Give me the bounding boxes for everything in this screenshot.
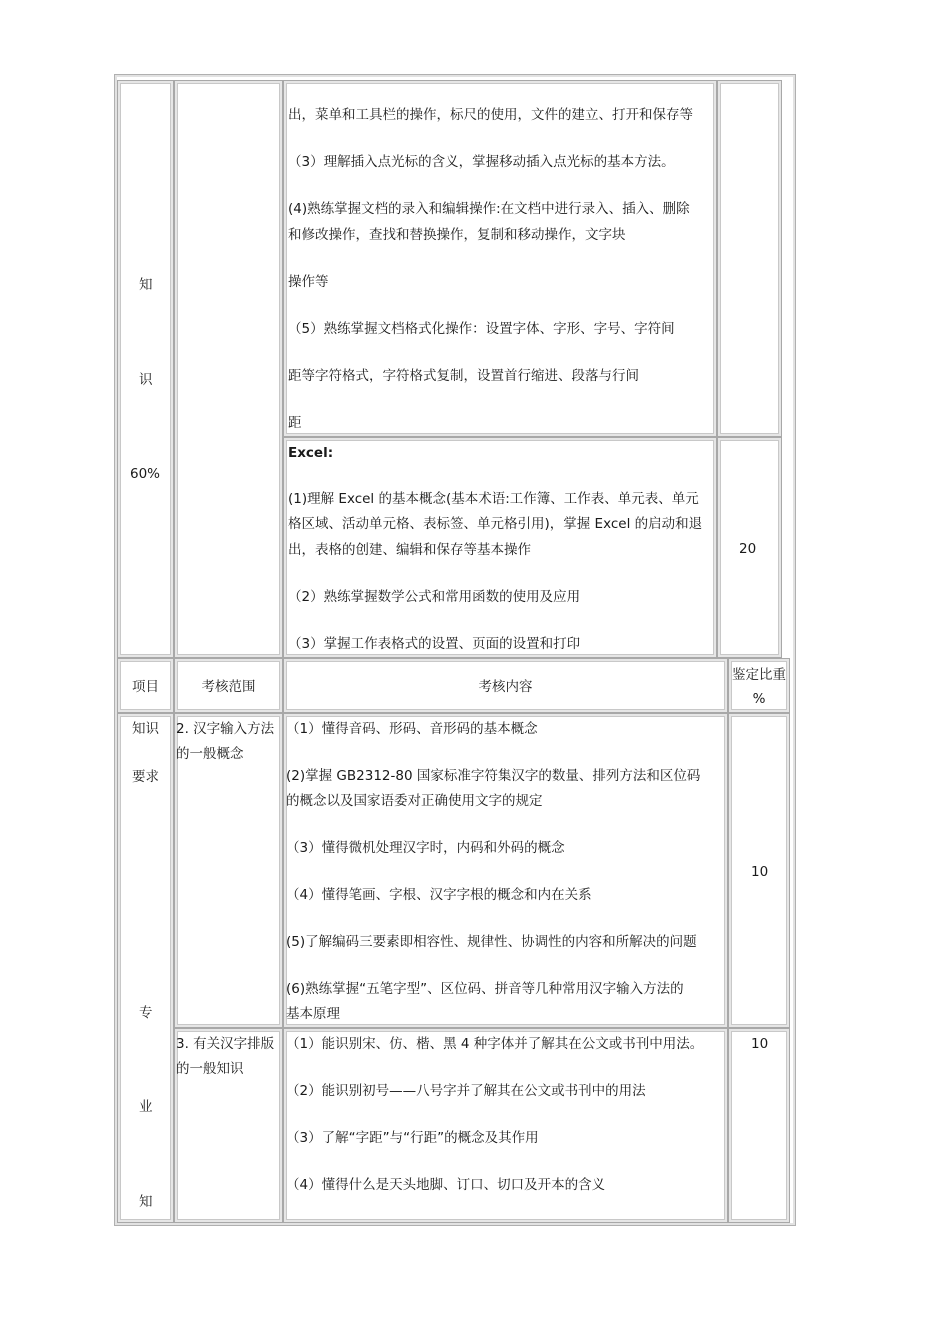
row2-content-line: （2）能识别初号——八号字并了解其在公文或书刊中的用法 — [286, 1083, 646, 1099]
header-weight-line1: 鉴定比重 — [732, 667, 786, 683]
excel-line: 出，表格的创建、编辑和保存等基本操作 — [288, 542, 531, 558]
row2-scope-line: 的一般知识 — [176, 1061, 244, 1077]
excel-line: （2）熟练掌握数学公式和常用函数的使用及应用 — [288, 589, 581, 605]
row1-content-line: （4）懂得笔画、字根、汉字字根的概念和内在关系 — [286, 887, 592, 903]
header-scope: 考核范围 — [201, 679, 256, 695]
row1-content-line: (6)熟练掌握“五笔字型”、区位码、拼音等几种常用汉字输入方法的 — [286, 981, 684, 997]
row1-content-line: 基本原理 — [286, 1006, 340, 1022]
word-line: 距等字符格式，字符格式复制，设置首行缩进、段落与行间 — [288, 368, 639, 384]
row1-content-line: 的概念以及国家语委对正确使用文字的规定 — [286, 793, 543, 809]
row2-content-line: （3）了解“字距”与“行距”的概念及其作用 — [286, 1130, 539, 1146]
excel-line: 格区域、活动单元格、表标签、单元格引用)，掌握 Excel 的启动和退 — [288, 516, 703, 532]
row1-content-line: (2)掌握 GB2312-80 国家标准字符集汉字的数量、排列方法和区位码 — [286, 768, 701, 784]
row1-content-line: (5)了解编码三要素即相容性、规律性、协调性的内容和所解决的问题 — [286, 934, 697, 950]
top-left-label-3: 60% — [130, 466, 161, 482]
section-left-label: 要求 — [132, 769, 159, 785]
excel-title: Excel: — [288, 445, 334, 461]
word-line: 和修改操作，查找和替换操作，复制和移动操作，文字块 — [288, 227, 626, 243]
top-scope-cell — [174, 80, 283, 658]
top-left-label-2: 识 — [139, 372, 153, 388]
excel-line: (1)理解 Excel 的基本概念(基本术语:工作簿、工作表、单元表、单元 — [288, 491, 699, 507]
top-left-label-1: 知 — [139, 277, 153, 293]
row2-content-line: （4）懂得什么是天头地脚、订口、切口及开本的含义 — [286, 1177, 606, 1193]
header-content: 考核内容 — [478, 679, 533, 695]
word-line: (4)熟练掌握文档的录入和编辑操作:在文档中进行录入、插入、删除 — [288, 201, 690, 217]
row1-content-line: （1）懂得音码、形码、音形码的基本概念 — [286, 721, 538, 737]
section-left-label: 知 — [139, 1194, 153, 1210]
row1-scope-line: 的一般概念 — [176, 746, 244, 762]
header-weight-line2: % — [752, 691, 766, 707]
section-left-label: 业 — [139, 1099, 153, 1115]
word-line: 操作等 — [288, 274, 329, 290]
row1-weight: 10 — [751, 864, 769, 880]
word-line: （5）熟练掌握文档格式化操作：设置字体、字形、字号、字符间 — [288, 321, 675, 337]
row2-scope-line: 3. 有关汉字排版 — [176, 1036, 275, 1052]
header-project: 项目 — [132, 679, 159, 695]
word-line: 出，菜单和工具栏的操作，标尺的使用，文件的建立、打开和保存等 — [288, 107, 693, 123]
excel-weight: 20 — [739, 541, 757, 557]
row1-scope-line: 2. 汉字输入方法 — [176, 721, 275, 737]
excel-line: （3）掌握工作表格式的设置、页面的设置和打印 — [288, 636, 581, 652]
word-line: 距 — [288, 415, 302, 431]
word-weight-cell — [717, 80, 782, 437]
row2-weight: 10 — [751, 1036, 769, 1052]
row1-content-line: （3）懂得微机处理汉字时，内码和外码的概念 — [286, 840, 565, 856]
section-left-label: 专 — [139, 1005, 153, 1021]
section-left-label: 知识 — [132, 721, 159, 737]
section-project-cell — [117, 713, 174, 1223]
row2-weight-cell — [728, 1028, 790, 1223]
word-line: （3）理解插入点光标的含义，掌握移动插入点光标的基本方法。 — [288, 154, 675, 170]
row2-content-line: （1）能识别宋、仿、楷、黑 4 种字体并了解其在公文或书刊中用法。 — [286, 1036, 704, 1052]
